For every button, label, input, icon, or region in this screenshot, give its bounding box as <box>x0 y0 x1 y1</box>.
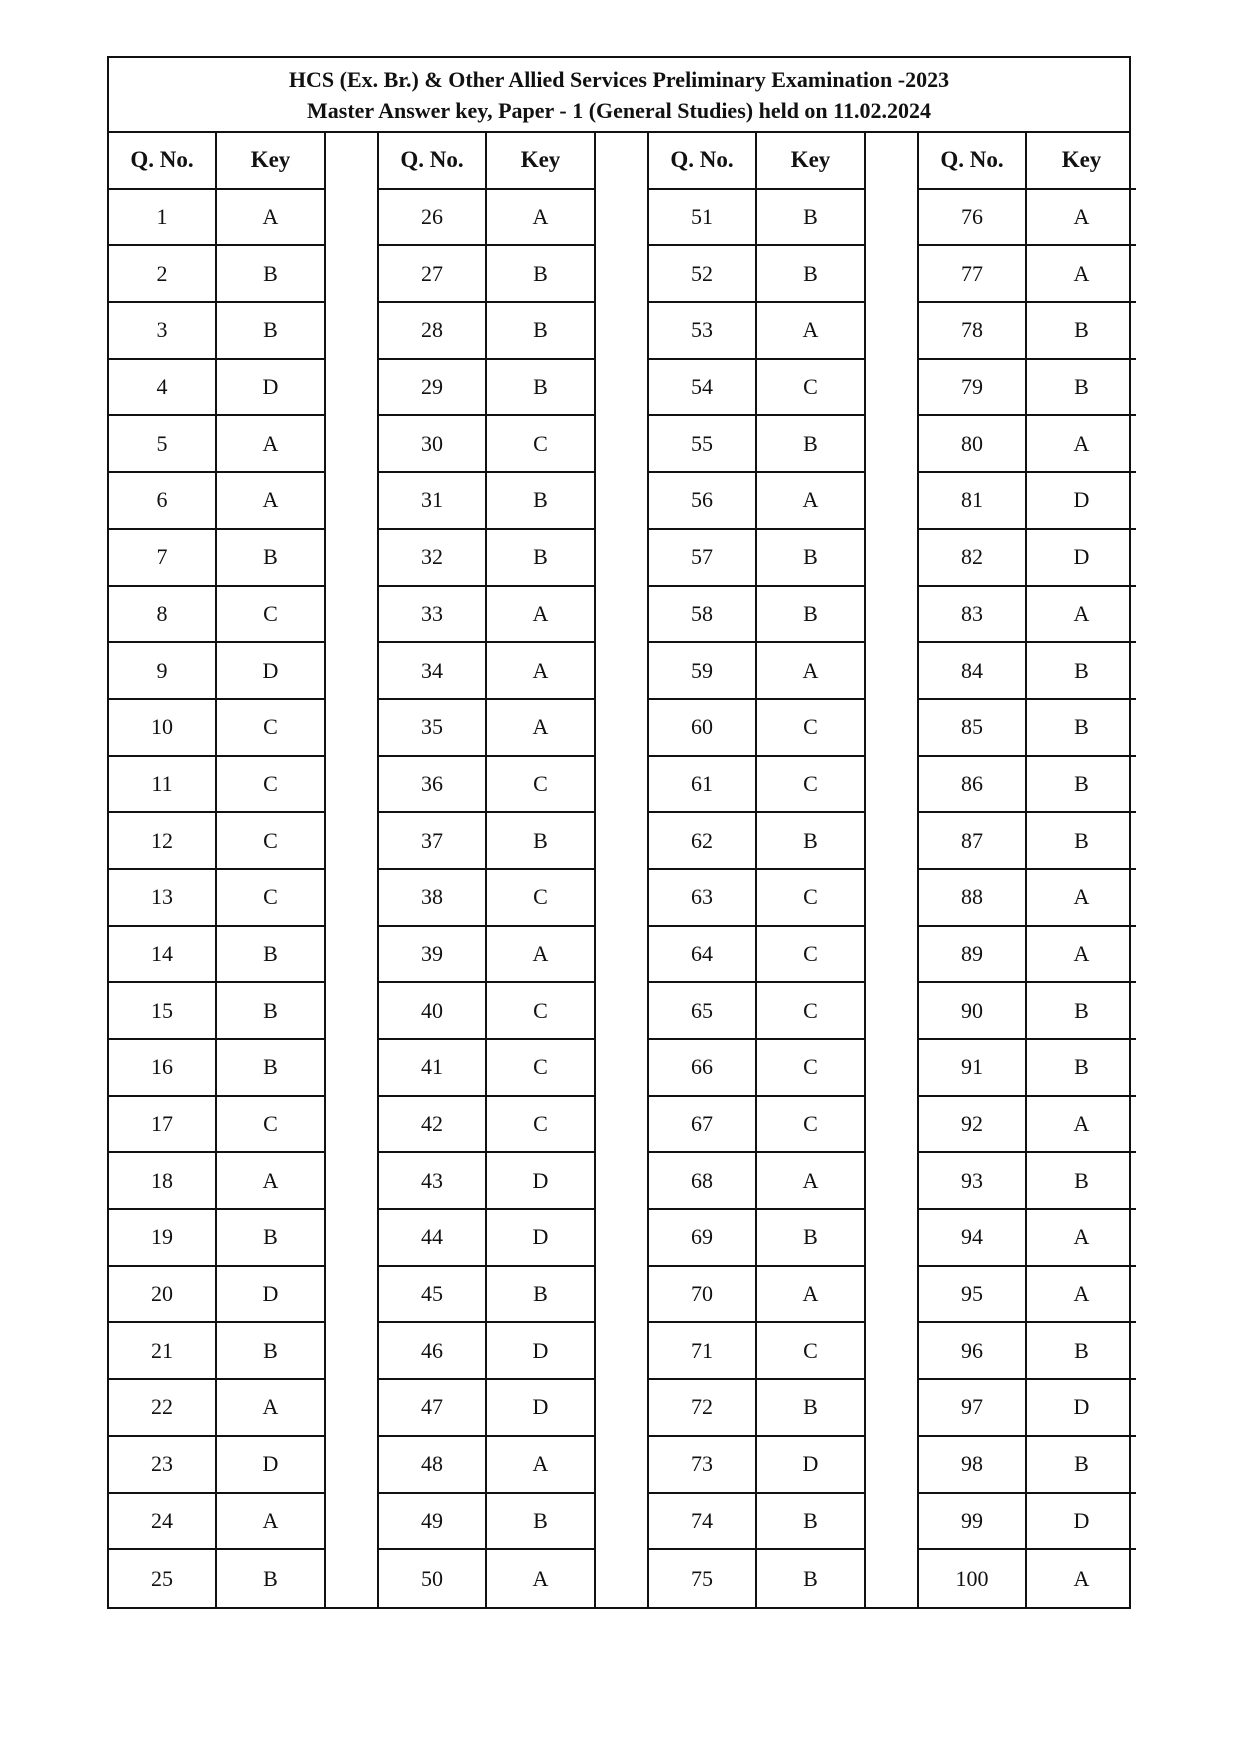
answer-key-cell: A <box>757 303 866 360</box>
question-number-cell: 26 <box>379 190 487 247</box>
question-number-cell: 98 <box>919 1437 1027 1494</box>
question-number-cell: 69 <box>649 1210 757 1267</box>
column-spacer <box>326 416 379 473</box>
answer-key-cell: A <box>217 1380 326 1437</box>
column-spacer <box>866 927 919 984</box>
column-spacer <box>596 1040 649 1097</box>
question-number-cell: 10 <box>109 700 217 757</box>
answer-key-cell: A <box>217 1494 326 1551</box>
answer-key-cell: A <box>217 190 326 247</box>
question-number-cell: 82 <box>919 530 1027 587</box>
column-spacer <box>326 360 379 417</box>
question-number-cell: 37 <box>379 813 487 870</box>
column-header-qno: Q. No. <box>379 133 487 190</box>
answer-key-cell: B <box>757 1550 866 1607</box>
question-number-cell: 42 <box>379 1097 487 1154</box>
answer-key-cell: A <box>487 190 596 247</box>
answer-key-cell: A <box>757 473 866 530</box>
question-number-cell: 71 <box>649 1323 757 1380</box>
answer-key-cell: A <box>757 643 866 700</box>
column-spacer <box>326 1323 379 1380</box>
column-spacer <box>596 133 649 190</box>
answer-key-cell: C <box>487 983 596 1040</box>
answer-key-cell: B <box>1027 700 1136 757</box>
answer-key-cell: B <box>217 1550 326 1607</box>
question-number-cell: 35 <box>379 700 487 757</box>
answer-key-cell: B <box>487 360 596 417</box>
question-number-cell: 92 <box>919 1097 1027 1154</box>
answer-key-cell: B <box>217 530 326 587</box>
question-number-cell: 17 <box>109 1097 217 1154</box>
question-number-cell: 86 <box>919 757 1027 814</box>
column-spacer <box>596 1323 649 1380</box>
answer-key-cell: A <box>487 1550 596 1607</box>
answer-key-cell: A <box>217 416 326 473</box>
question-number-cell: 66 <box>649 1040 757 1097</box>
answer-key-cell: B <box>757 246 866 303</box>
question-number-cell: 9 <box>109 643 217 700</box>
column-spacer <box>326 530 379 587</box>
question-number-cell: 61 <box>649 757 757 814</box>
column-spacer <box>596 530 649 587</box>
column-spacer <box>596 1380 649 1437</box>
answer-key-cell: C <box>487 870 596 927</box>
column-spacer <box>866 1323 919 1380</box>
answer-key-cell: B <box>217 1210 326 1267</box>
answer-key-cell: C <box>757 1323 866 1380</box>
question-number-cell: 11 <box>109 757 217 814</box>
answer-key-cell: B <box>1027 757 1136 814</box>
title-line-2: Master Answer key, Paper - 1 (General Studies) held on 11.02.2024 <box>307 97 931 123</box>
question-number-cell: 88 <box>919 870 1027 927</box>
answer-key-cell: C <box>487 416 596 473</box>
question-number-cell: 44 <box>379 1210 487 1267</box>
answer-key-cell: C <box>757 757 866 814</box>
question-number-cell: 21 <box>109 1323 217 1380</box>
answer-key-cell: D <box>1027 473 1136 530</box>
answer-key-cell: A <box>1027 587 1136 644</box>
question-number-cell: 59 <box>649 643 757 700</box>
question-number-cell: 78 <box>919 303 1027 360</box>
answer-key-cell: A <box>1027 1097 1136 1154</box>
column-spacer <box>326 813 379 870</box>
question-number-cell: 95 <box>919 1267 1027 1324</box>
question-number-cell: 96 <box>919 1323 1027 1380</box>
answer-key-cell: B <box>1027 1437 1136 1494</box>
column-spacer <box>326 927 379 984</box>
answer-key-cell: B <box>487 530 596 587</box>
question-number-cell: 49 <box>379 1494 487 1551</box>
question-number-cell: 85 <box>919 700 1027 757</box>
question-number-cell: 47 <box>379 1380 487 1437</box>
question-number-cell: 80 <box>919 416 1027 473</box>
question-number-cell: 39 <box>379 927 487 984</box>
column-spacer <box>326 587 379 644</box>
answer-key-cell: D <box>217 643 326 700</box>
answer-key-cell: A <box>1027 416 1136 473</box>
question-number-cell: 19 <box>109 1210 217 1267</box>
column-spacer <box>866 587 919 644</box>
column-spacer <box>866 643 919 700</box>
answer-key-cell: C <box>757 700 866 757</box>
column-header-qno: Q. No. <box>919 133 1027 190</box>
question-number-cell: 81 <box>919 473 1027 530</box>
question-number-cell: 97 <box>919 1380 1027 1437</box>
answer-key-cell: B <box>487 303 596 360</box>
question-number-cell: 99 <box>919 1494 1027 1551</box>
question-number-cell: 7 <box>109 530 217 587</box>
column-spacer <box>596 1097 649 1154</box>
question-number-cell: 100 <box>919 1550 1027 1607</box>
question-number-cell: 14 <box>109 927 217 984</box>
question-number-cell: 27 <box>379 246 487 303</box>
answer-key-cell: A <box>1073 1565 1090 1591</box>
answer-key-cell: C <box>757 870 866 927</box>
question-number-cell: 73 <box>649 1437 757 1494</box>
question-number-cell: 93 <box>919 1153 1027 1210</box>
question-number-cell: 8 <box>109 587 217 644</box>
answer-key-cell: B <box>217 1040 326 1097</box>
question-number-cell: 63 <box>649 870 757 927</box>
answer-key-cell: C <box>757 927 866 984</box>
column-header-key: Key <box>757 133 866 190</box>
answer-key-cell: B <box>487 1494 596 1551</box>
column-spacer <box>596 416 649 473</box>
question-number-cell: 12 <box>109 813 217 870</box>
answer-key-cell: C <box>217 1097 326 1154</box>
answer-key-cell: B <box>217 1323 326 1380</box>
answer-key-cell: A <box>1027 1210 1136 1267</box>
column-spacer <box>866 870 919 927</box>
column-spacer <box>596 1494 649 1551</box>
question-number-cell: 67 <box>649 1097 757 1154</box>
question-number-cell: 52 <box>649 246 757 303</box>
question-number-cell: 38 <box>379 870 487 927</box>
answer-key-cell: C <box>757 1097 866 1154</box>
answer-key-cell: C <box>757 360 866 417</box>
answer-key-cell: A <box>487 927 596 984</box>
answer-key-cell: C <box>217 813 326 870</box>
question-number-cell: 31 <box>379 473 487 530</box>
question-number-cell: 2 <box>109 246 217 303</box>
question-number-cell: 60 <box>649 700 757 757</box>
question-number-cell: 48 <box>379 1437 487 1494</box>
question-number-cell: 45 <box>379 1267 487 1324</box>
column-spacer <box>326 1494 379 1551</box>
answer-key-cell: D <box>1027 1494 1136 1551</box>
column-header-qno: Q. No. <box>649 133 757 190</box>
answer-key-cell: B <box>1027 813 1136 870</box>
question-number-cell: 64 <box>649 927 757 984</box>
answer-key-cell: D <box>217 360 326 417</box>
question-number-cell: 20 <box>109 1267 217 1324</box>
answer-key-cell: B <box>217 303 326 360</box>
answer-key-cell: A <box>217 1153 326 1210</box>
answer-key-cell: D <box>217 1267 326 1324</box>
answer-key-cell: C <box>217 700 326 757</box>
column-spacer <box>596 360 649 417</box>
answer-key-cell: B <box>1027 1153 1136 1210</box>
column-spacer <box>866 246 919 303</box>
answer-key-cell: B <box>1027 983 1136 1040</box>
question-number-cell: 79 <box>919 360 1027 417</box>
column-spacer <box>326 1550 379 1607</box>
answer-key-cell: A <box>1027 246 1136 303</box>
answer-key-cell: D <box>487 1380 596 1437</box>
column-spacer <box>866 360 919 417</box>
question-number-cell: 58 <box>649 587 757 644</box>
question-number-cell: 23 <box>109 1437 217 1494</box>
column-spacer <box>866 473 919 530</box>
column-spacer <box>596 473 649 530</box>
question-number-cell: 32 <box>379 530 487 587</box>
answer-key-cell: C <box>487 1040 596 1097</box>
question-number-cell: 57 <box>649 530 757 587</box>
column-spacer <box>596 983 649 1040</box>
column-spacer <box>866 1380 919 1437</box>
question-number-cell: 89 <box>919 927 1027 984</box>
question-number-cell: 16 <box>109 1040 217 1097</box>
answer-key-cell: B <box>1027 643 1136 700</box>
column-spacer <box>866 1437 919 1494</box>
column-spacer <box>326 1153 379 1210</box>
answer-key-cell: B <box>757 1210 866 1267</box>
question-number-cell: 3 <box>109 303 217 360</box>
column-spacer <box>866 813 919 870</box>
column-spacer <box>596 1267 649 1324</box>
answer-key-cell: C <box>487 757 596 814</box>
title-line-1: HCS (Ex. Br.) & Other Allied Services Preliminary Examination -2023 <box>288 66 950 92</box>
answer-key-sheet <box>107 56 1131 1609</box>
column-spacer <box>326 1040 379 1097</box>
answer-key-cell: D <box>487 1210 596 1267</box>
question-number-cell: 70 <box>649 1267 757 1324</box>
column-header-key: Key <box>1027 133 1136 190</box>
column-spacer <box>596 190 649 247</box>
question-number-cell: 76 <box>919 190 1027 247</box>
question-number-cell: 87 <box>919 813 1027 870</box>
question-number-cell: 83 <box>919 587 1027 644</box>
column-spacer <box>326 1380 379 1437</box>
column-spacer <box>866 1097 919 1154</box>
column-spacer <box>866 1210 919 1267</box>
question-number-cell: 90 <box>919 983 1027 1040</box>
column-spacer <box>866 190 919 247</box>
answer-key-cell: B <box>217 983 326 1040</box>
question-number-cell: 33 <box>379 587 487 644</box>
question-number-cell: 15 <box>109 983 217 1040</box>
answer-key-cell: A <box>487 587 596 644</box>
question-number-cell: 25 <box>109 1550 217 1607</box>
answer-key-cell: D <box>1027 1380 1136 1437</box>
column-spacer <box>326 133 379 190</box>
question-number-cell: 28 <box>379 303 487 360</box>
question-number-cell: 30 <box>379 416 487 473</box>
question-number-cell: 40 <box>379 983 487 1040</box>
column-spacer <box>866 530 919 587</box>
question-number-cell: 50 <box>379 1550 487 1607</box>
column-spacer <box>866 1494 919 1551</box>
answer-key-cell: B <box>1027 1323 1136 1380</box>
question-number-cell: 1 <box>109 190 217 247</box>
column-spacer <box>596 757 649 814</box>
column-spacer <box>596 813 649 870</box>
question-number-cell: 46 <box>379 1323 487 1380</box>
column-spacer <box>596 700 649 757</box>
column-spacer <box>866 983 919 1040</box>
column-spacer <box>326 870 379 927</box>
document-title <box>107 56 1131 133</box>
answer-key-cell: A <box>217 473 326 530</box>
answer-key-cell: B <box>757 587 866 644</box>
question-number-cell: 36 <box>379 757 487 814</box>
answer-key-cell: A <box>1027 1267 1136 1324</box>
answer-key-cell: D <box>1027 530 1136 587</box>
answer-key-cell: C <box>757 1040 866 1097</box>
column-spacer <box>866 1153 919 1210</box>
column-spacer <box>326 1210 379 1267</box>
column-spacer <box>866 1550 919 1607</box>
question-number-cell: 68 <box>649 1153 757 1210</box>
question-number-cell: 53 <box>649 303 757 360</box>
answer-key-cell: A <box>1027 190 1136 247</box>
question-number-cell: 24 <box>109 1494 217 1551</box>
answer-key-cell: B <box>217 246 326 303</box>
question-number-cell: 75 <box>649 1550 757 1607</box>
column-spacer <box>326 700 379 757</box>
column-spacer <box>596 303 649 360</box>
question-number-cell: 6 <box>109 473 217 530</box>
answer-key-cell: B <box>487 1267 596 1324</box>
answer-key-cell: B <box>487 813 596 870</box>
question-number-cell: 94 <box>919 1210 1027 1267</box>
column-spacer <box>866 133 919 190</box>
answer-key-cell: B <box>757 1494 866 1551</box>
answer-key-table <box>107 133 1131 1609</box>
question-number-cell: 72 <box>649 1380 757 1437</box>
question-number-cell: 22 <box>109 1380 217 1437</box>
column-spacer <box>596 870 649 927</box>
column-spacer <box>326 473 379 530</box>
column-header-qno: Q. No. <box>109 133 217 190</box>
answer-key-cell: A <box>757 1267 866 1324</box>
column-spacer <box>596 927 649 984</box>
answer-key-cell: D <box>487 1153 596 1210</box>
column-spacer <box>326 1437 379 1494</box>
question-number-cell: 34 <box>379 643 487 700</box>
question-number-cell: 74 <box>649 1494 757 1551</box>
question-number-cell: 18 <box>109 1153 217 1210</box>
column-spacer <box>326 1097 379 1154</box>
question-number-cell: 5 <box>109 416 217 473</box>
column-spacer <box>866 757 919 814</box>
question-number-cell: 29 <box>379 360 487 417</box>
answer-key-cell: B <box>757 530 866 587</box>
question-number-cell: 84 <box>919 643 1027 700</box>
answer-key-cell: B <box>757 190 866 247</box>
question-number-cell: 77 <box>919 246 1027 303</box>
answer-key-cell: B <box>487 473 596 530</box>
column-spacer <box>596 1437 649 1494</box>
answer-key-cell: C <box>487 1097 596 1154</box>
question-number-cell: 43 <box>379 1153 487 1210</box>
question-number-cell: 91 <box>919 1040 1027 1097</box>
answer-key-cell: A <box>487 1437 596 1494</box>
answer-key-cell: A <box>757 1153 866 1210</box>
question-number-cell: 56 <box>649 473 757 530</box>
column-spacer <box>596 1210 649 1267</box>
question-number-cell: 13 <box>109 870 217 927</box>
column-spacer <box>866 700 919 757</box>
column-spacer <box>596 1550 649 1607</box>
column-spacer <box>326 246 379 303</box>
answer-key-cell: C <box>217 870 326 927</box>
question-number-cell: 4 <box>109 360 217 417</box>
answer-key-cell: A <box>487 700 596 757</box>
question-number-cell: 51 <box>649 190 757 247</box>
question-number-cell: 62 <box>649 813 757 870</box>
answer-key-cell: B <box>1027 360 1136 417</box>
column-spacer <box>596 1153 649 1210</box>
answer-key-cell: C <box>217 757 326 814</box>
column-spacer <box>596 587 649 644</box>
column-spacer <box>326 303 379 360</box>
column-spacer <box>326 1267 379 1324</box>
answer-key-cell: D <box>757 1437 866 1494</box>
column-spacer <box>326 643 379 700</box>
column-spacer <box>866 303 919 360</box>
answer-key-cell: A <box>1027 927 1136 984</box>
column-header-key: Key <box>217 133 326 190</box>
answer-key-cell: B <box>757 813 866 870</box>
column-spacer <box>326 983 379 1040</box>
answer-key-cell: B <box>487 246 596 303</box>
question-number-cell: 55 <box>649 416 757 473</box>
column-spacer <box>866 1040 919 1097</box>
question-number-cell: 54 <box>649 360 757 417</box>
answer-key-cell: B <box>1027 303 1136 360</box>
column-spacer <box>866 416 919 473</box>
column-spacer <box>866 1267 919 1324</box>
answer-key-cell: B <box>757 416 866 473</box>
answer-key-cell: A <box>487 643 596 700</box>
answer-key-cell: B <box>1027 1040 1136 1097</box>
answer-key-cell: C <box>757 983 866 1040</box>
answer-key-cell: B <box>217 927 326 984</box>
column-spacer <box>596 643 649 700</box>
answer-key-cell: B <box>757 1380 866 1437</box>
column-spacer <box>326 757 379 814</box>
question-number-cell: 41 <box>379 1040 487 1097</box>
answer-key-cell: D <box>217 1437 326 1494</box>
answer-key-cell: C <box>217 587 326 644</box>
column-header-key: Key <box>487 133 596 190</box>
column-spacer <box>326 190 379 247</box>
answer-key-cell: A <box>1027 870 1136 927</box>
answer-key-cell: D <box>487 1323 596 1380</box>
column-spacer <box>596 246 649 303</box>
question-number-cell: 65 <box>649 983 757 1040</box>
